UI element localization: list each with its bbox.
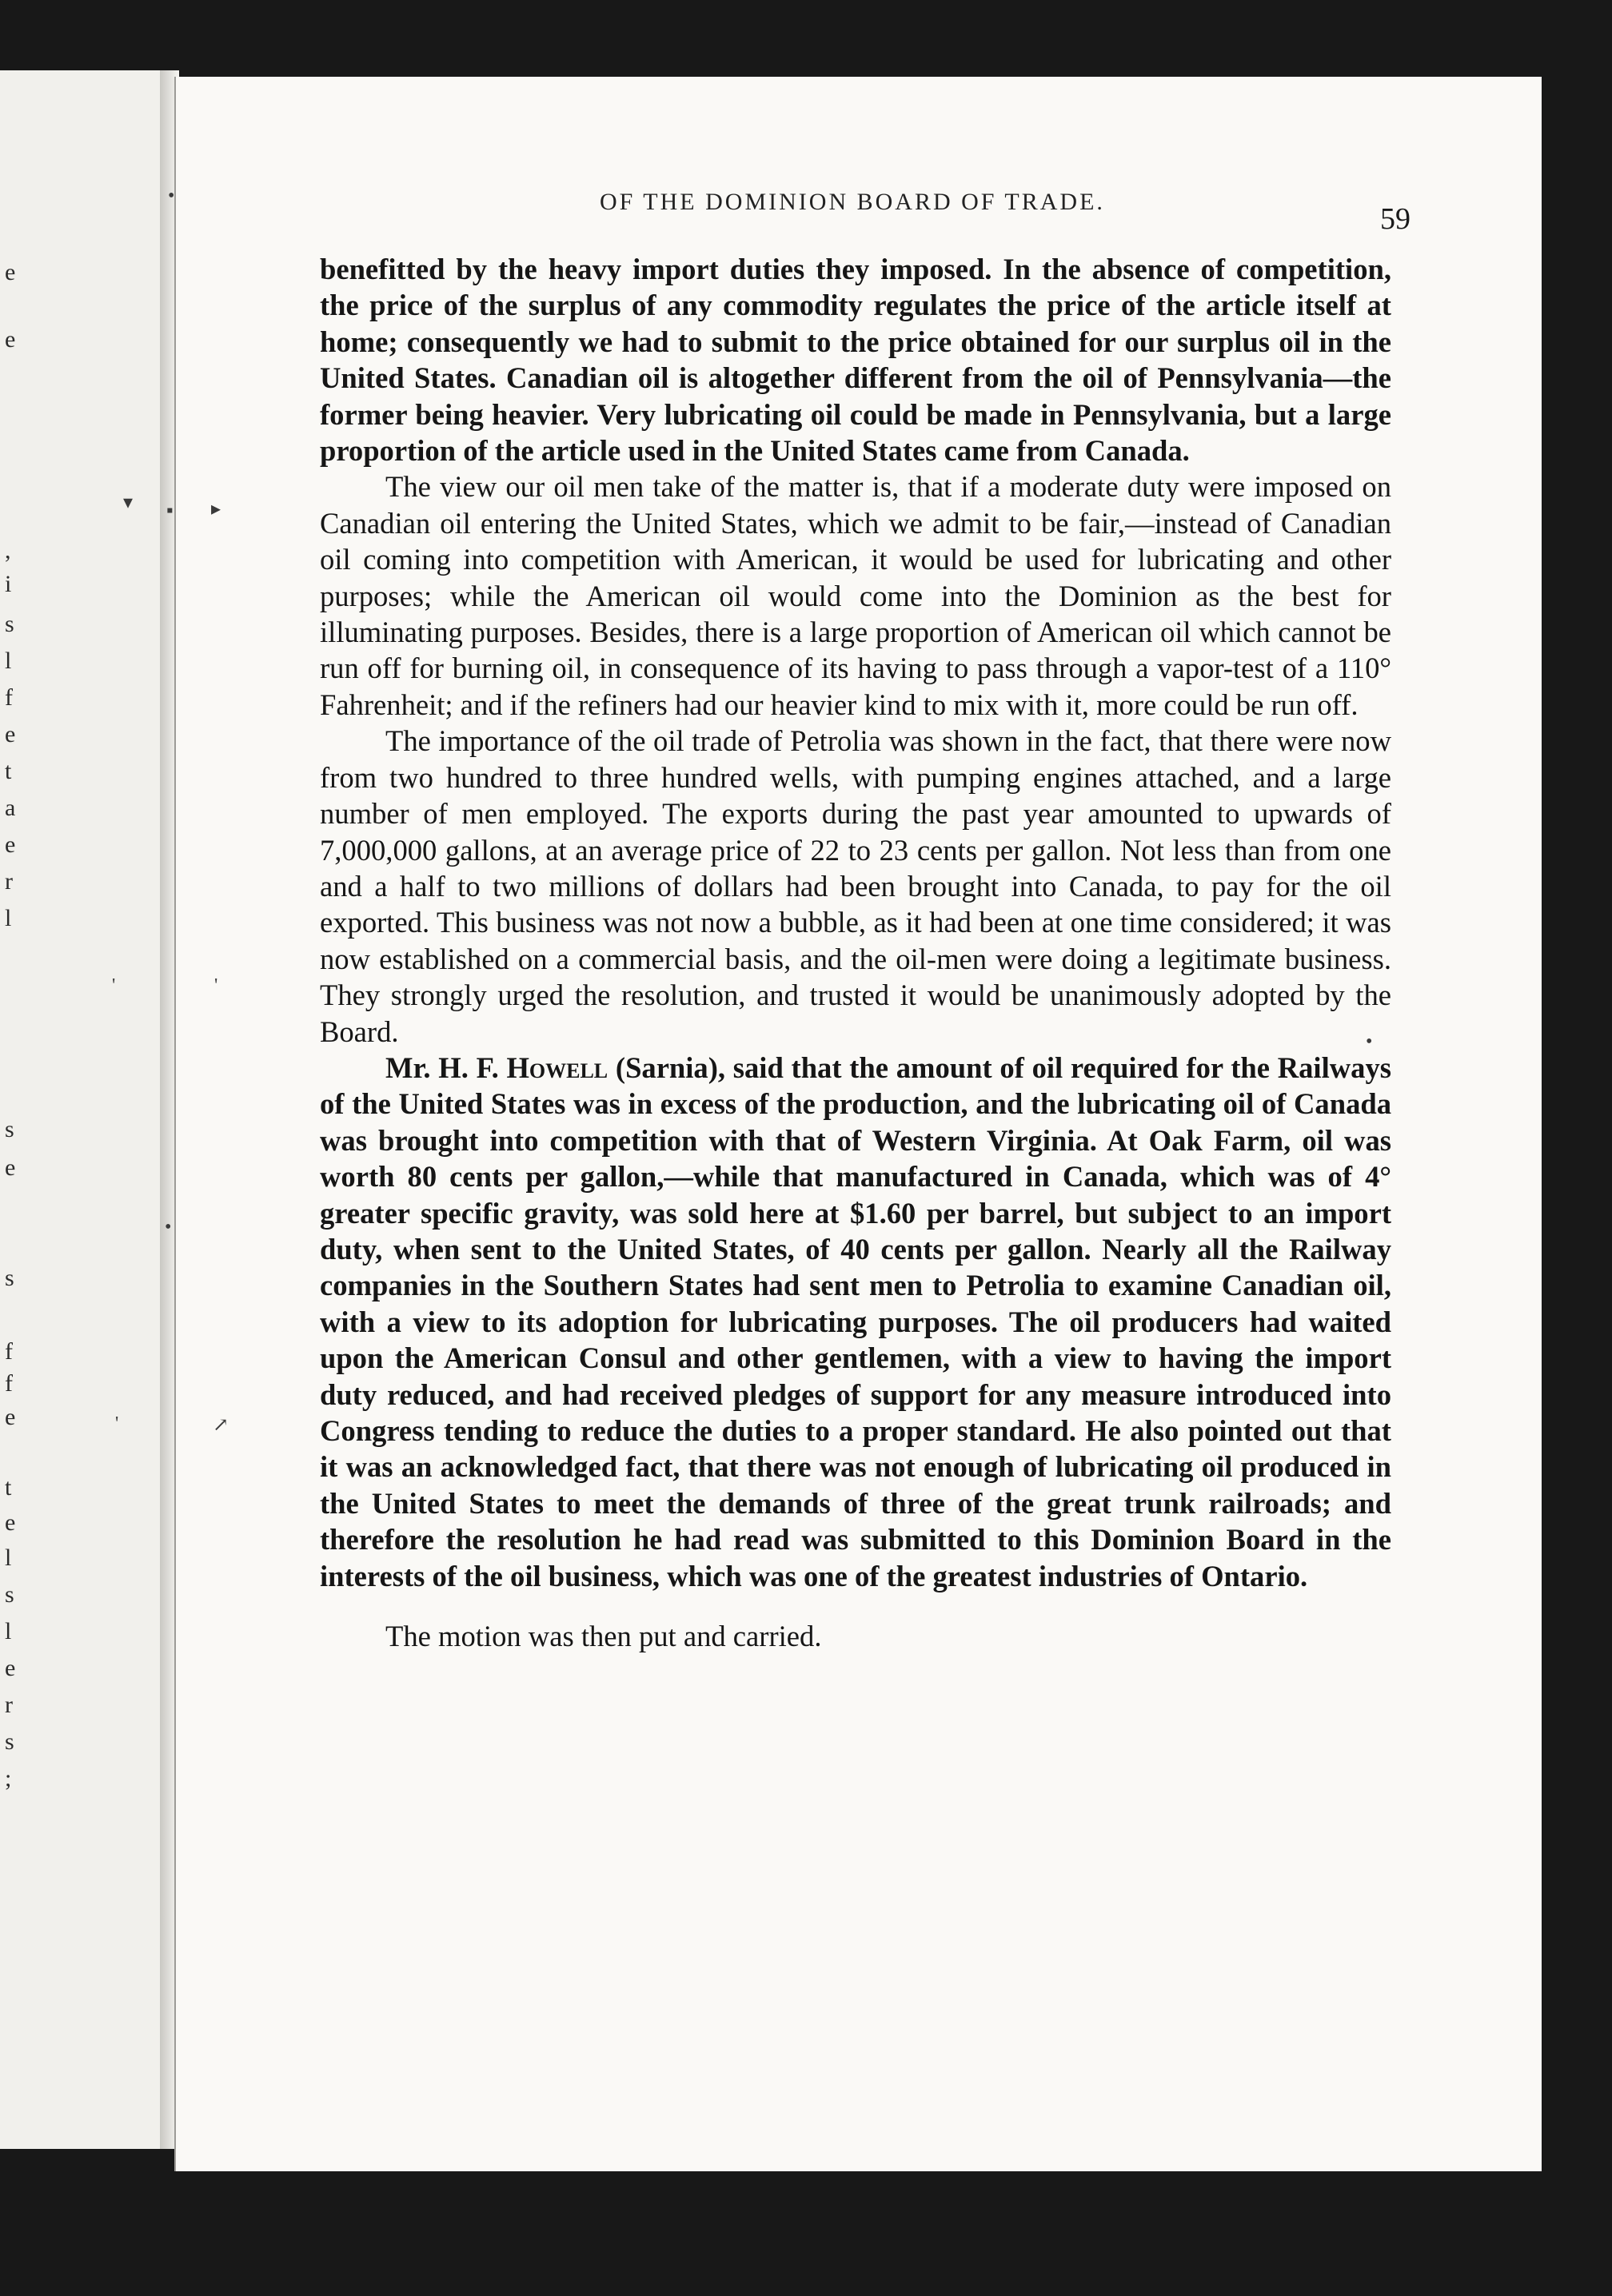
gutter-mark: ' (112, 975, 116, 996)
facing-page-letter: s (5, 1265, 14, 1291)
gutter-mark: ▪ (166, 500, 174, 521)
gutter-line (174, 77, 176, 2171)
facing-page-letter: e (5, 1655, 16, 1681)
gutter-mark: ▸ (211, 499, 221, 520)
facing-page-letter: s (5, 1116, 14, 1142)
paragraph: The importance of the oil trade of Petrolia was shown in the fact, that there were now from two hundred to three hundred wells, with pumping engines attached, and a large number of men employed. The exports during the past year amounted to upwards of 7,000,000 gallons, at an average price of 22 to 23 cents per gallon. Not less than from one and a half to two millions of dollars had been brought into Canada, to pay for the oil exported. This business was not now a bubble, as it had been at one time considered; it was now established on a commercial basis, and the oil-men were doing a legitimate business. They strongly urged the resolution, and trusted it would be unanimously adopted by the Board. (320, 724, 1391, 1048)
facing-page-letter: t (5, 758, 12, 784)
facing-page-letter: f (5, 1338, 13, 1365)
gutter-mark: • (165, 1217, 172, 1238)
facing-page-letter: e (5, 326, 16, 353)
facing-page-letter: e (5, 259, 16, 285)
book-page (112, 77, 1542, 2171)
facing-page-letter: r (5, 1692, 13, 1718)
facing-page-letter: l (5, 1545, 12, 1571)
facing-page-letter: , (5, 537, 11, 564)
facing-page-letter: e (5, 1154, 16, 1181)
facing-page-letter: s (5, 1581, 14, 1608)
facing-page-letter: s (5, 1728, 14, 1755)
gutter-mark: ▾ (123, 492, 134, 513)
page-number: 59 (1380, 202, 1410, 236)
body-text (320, 251, 1391, 1654)
paragraph (320, 1050, 1391, 1594)
paragraph: benefitted by the heavy import duties they imposed. In the absence of competition, the price of the surplus of any commodity regulates the price of the article itself at home; consequently we had to submit to the price obtained for our surplus oil in the United States. Canadian oil is altogether different from the oil of Pennsylvania—the former being heavier. Very lubricating oil could be made in Pennsylvania, but a large proportion of the article used in the United States came from Canada. (320, 253, 1391, 468)
facing-page-letter: i (5, 571, 12, 597)
facing-page-letter: e (5, 721, 16, 747)
gutter-mark: ' (214, 975, 218, 996)
gutter-mark: ↗ (213, 1415, 229, 1436)
speaker-name: Howell (506, 1050, 608, 1084)
facing-page-letter: e (5, 1509, 16, 1536)
facing-page-letter: f (5, 684, 13, 711)
paragraph: The motion was then put and carried. (385, 1620, 822, 1653)
facing-page-letter: l (5, 648, 12, 674)
facing-page-letter: e (5, 831, 16, 858)
gutter-mark: ' (115, 1413, 119, 1434)
facing-page-letter: l (5, 1618, 12, 1644)
page-speck: • (1366, 1031, 1373, 1052)
facing-page-letter: ; (5, 1765, 12, 1792)
facing-page-letter: f (5, 1370, 13, 1397)
gutter-mark: • (168, 185, 175, 206)
facing-page-letter: t (5, 1474, 12, 1501)
paragraph: The view our oil men take of the matter is, that if a moderate duty were imposed on Canadian oil entering the United States, which we admit to be fair,—instead of Canadian oil coming into competition with American, it would be used for lubricating and other purposes; while the American oil would come into the Dominion as the best for illuminating purposes. Besides, there is a large proportion of American oil which cannot be run off for burning oil, in consequence of its having to pass through a vapor-test of a 110° Fahrenheit; and if the refiners had our heavier kind to mix with it, more could be run off. (320, 470, 1391, 721)
facing-page-letter: r (5, 868, 13, 895)
speaker-prefix: Mr. H. F. (385, 1050, 507, 1084)
facing-page-letter: s (5, 611, 14, 637)
facing-page (0, 70, 165, 2149)
facing-page-letter: a (5, 795, 16, 821)
facing-page-letter: e (5, 1404, 16, 1430)
paragraph-text: (Sarnia), said that the amount of oil required for the Railways of the United States was in excess of the production, and the lubricating oil of Canada was brought into competition with that of Western Virginia. At Oak Farm, oil was worth 80 cents per gallon,—while that manufactured in Canada, which was of 4° greater specific gravity, was sold here at $1.60 per barrel, but subject to an import duty, when sent to the United States, of 40 cents per gallon. Nearly all the Railway companies in the Southern States had sent men to Petrolia to examine Canadian oil, with a view to its adoption for lubricating purposes. The oil producers had waited upon the American Consul and other gentlemen, with a view to having the import duty reduced, and had received pledges of support for any measure introduced into Congress tending to reduce the duties to a proper standard. He also pointed out that it was an acknowledged fact, that there was not enough of lubricating oil produced in the United States to meet the demands of three of the great trunk railroads; and therefore the resolution he had read was submitted to this Dominion Board in the interests of the oil business, which was one of the greatest industries of Ontario. (320, 1050, 1391, 1592)
facing-page-letter: l (5, 905, 12, 931)
running-head: OF THE DOMINION BOARD OF TRADE. (600, 189, 1105, 215)
